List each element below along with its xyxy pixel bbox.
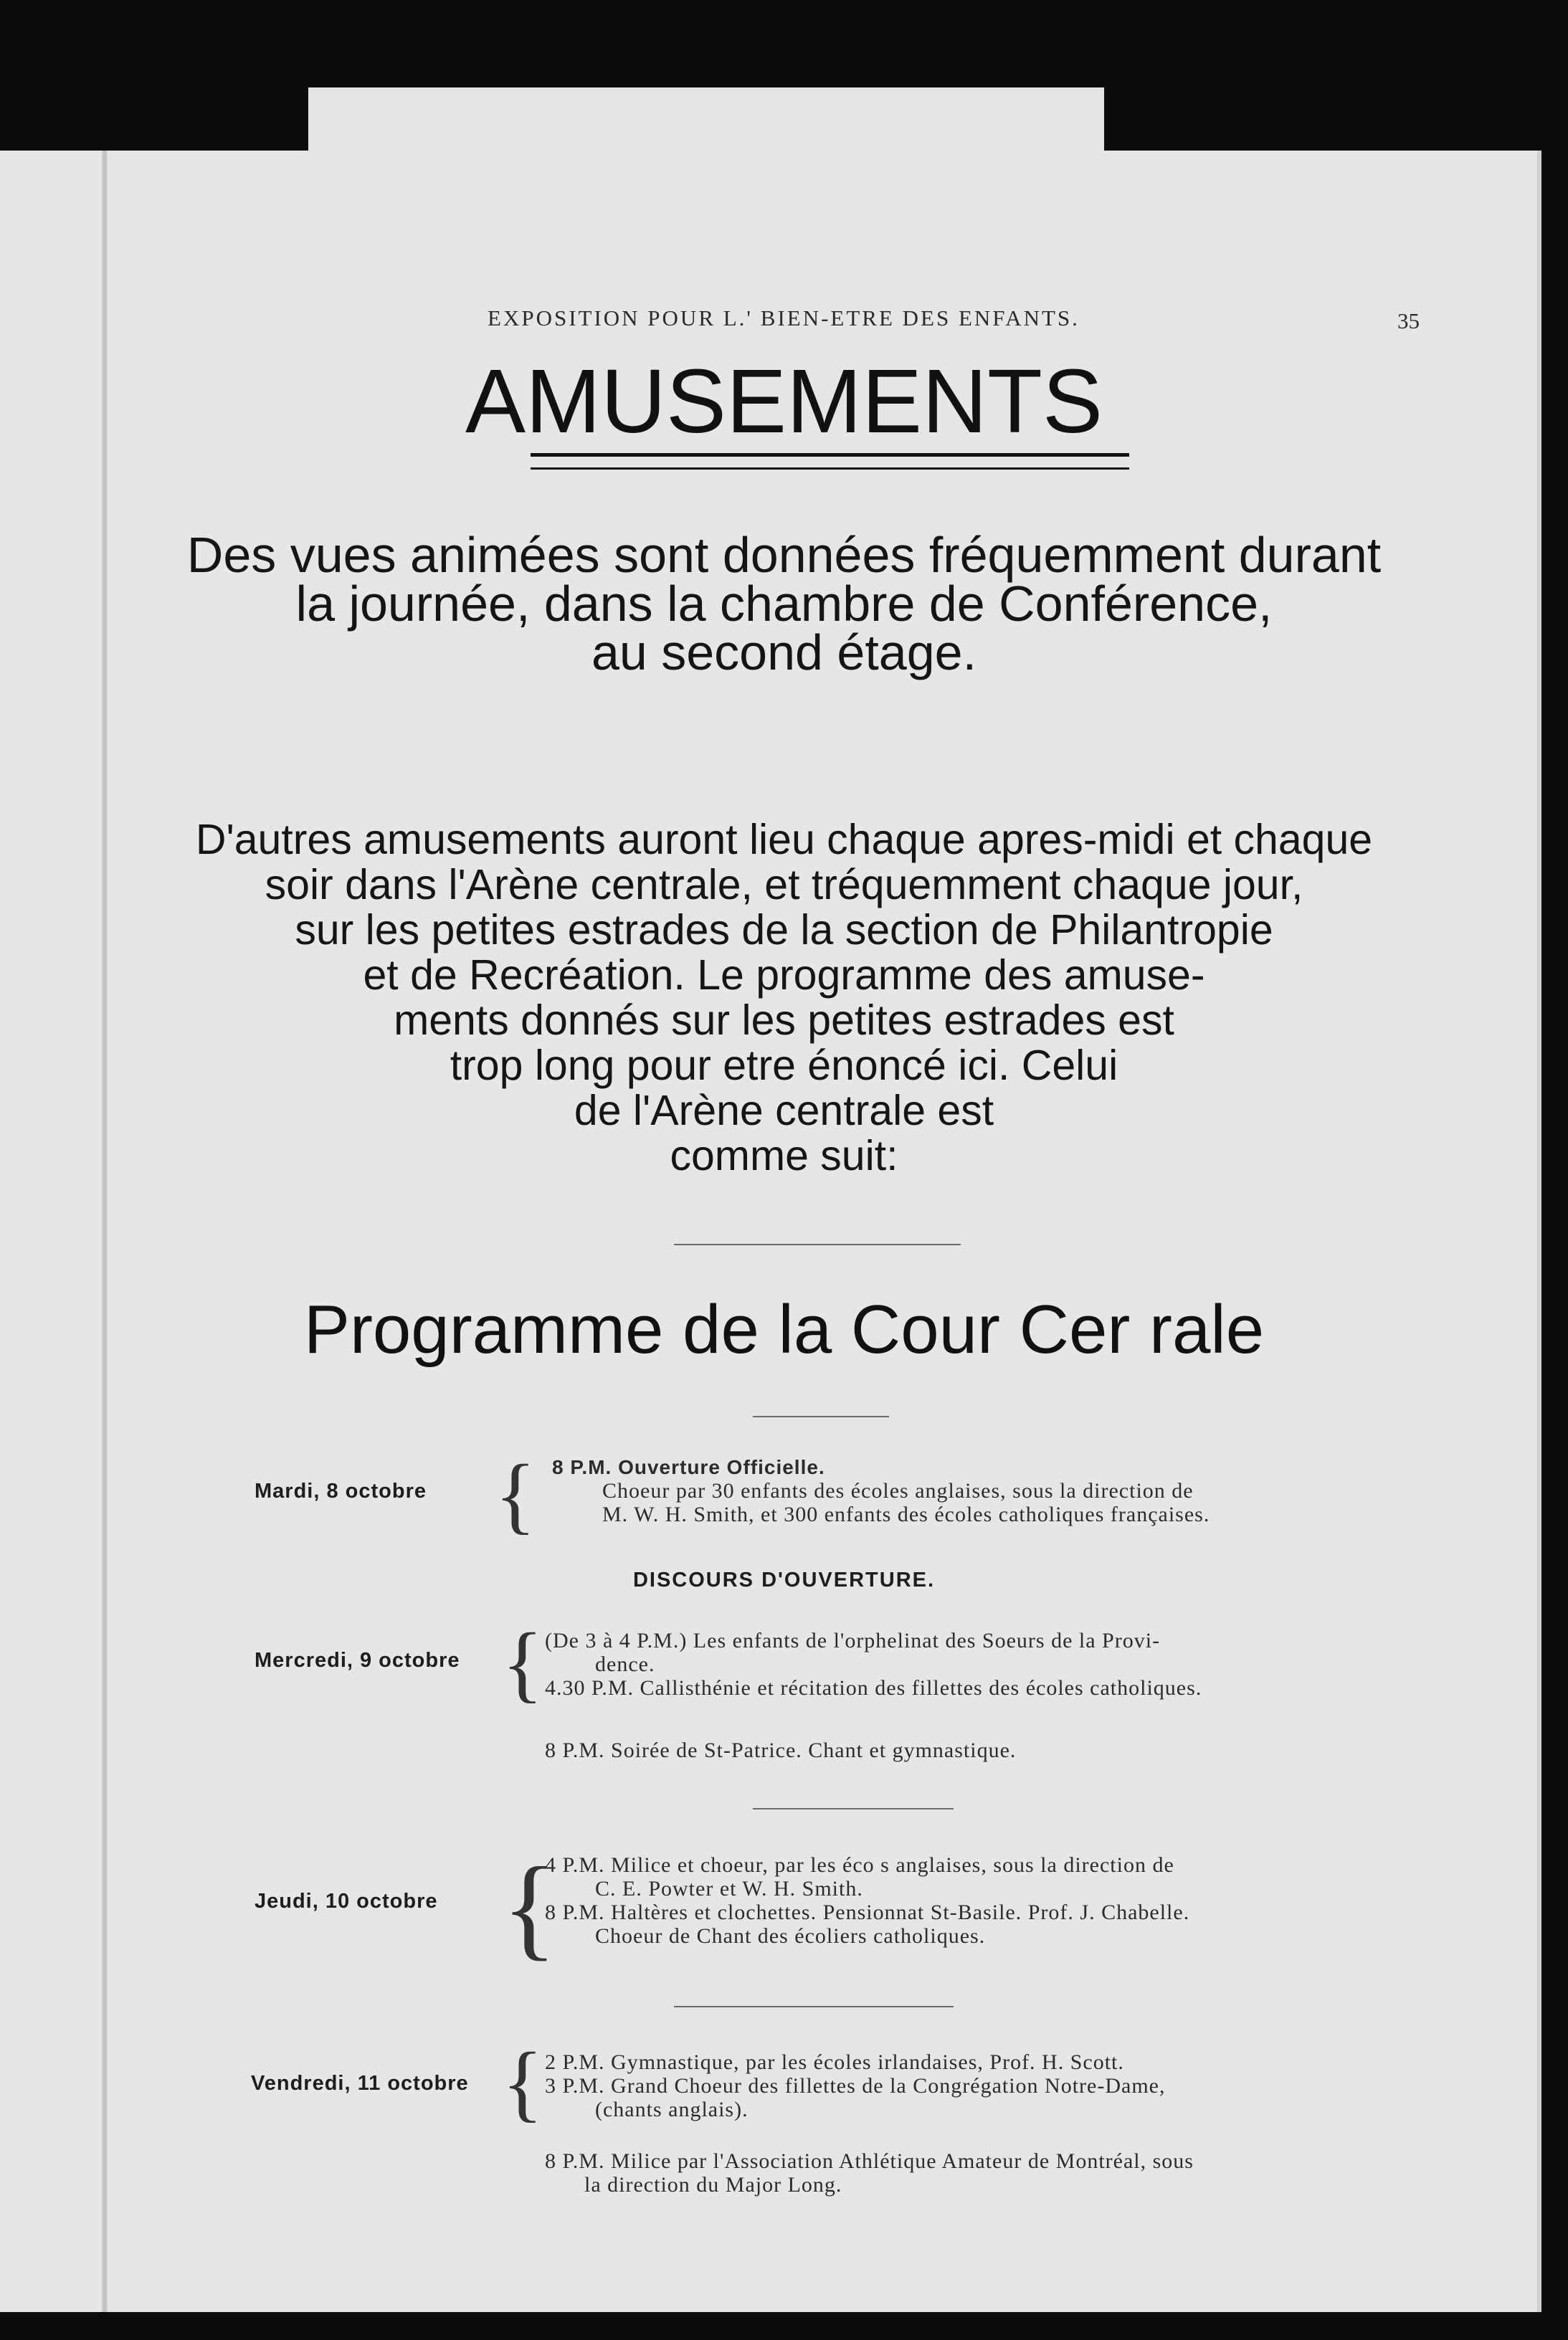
vendredi-details	[545, 2050, 1391, 2121]
vendredi-line: 8 P.M. Milice par l'Association Athlétique Amateur de Montréal, sous	[545, 2149, 1194, 2173]
jeudi-line: C. E. Powter et W. H. Smith.	[595, 1877, 863, 1901]
mercredi-line: 4.30 P.M. Callisthénie et récitation des fillettes des écoles catholiques.	[545, 1676, 1202, 1700]
mercredi-evening: 8 P.M. Soirée de St-Patrice. Chant et gymnastique.	[545, 1739, 1017, 1762]
brace: {	[502, 2035, 543, 2130]
brace: {	[495, 1447, 536, 1542]
day-label-jeudi: Jeudi, 10 octobre	[255, 1890, 438, 1913]
intro-line: la journée, dans la chambre de Conférence,	[295, 576, 1273, 632]
page-title: AMUSEMENTS	[465, 351, 1103, 452]
body-line: sur les petites estrades de la section de Philantropie	[295, 906, 1273, 953]
day-label-mercredi: Mercredi, 9 octobre	[255, 1649, 460, 1672]
intro-paragraph	[0, 527, 1568, 680]
day-label-mardi: Mardi, 8 octobre	[255, 1480, 427, 1503]
brace: {	[502, 1843, 557, 1971]
page-fold	[102, 151, 108, 2312]
body-line: et de Recréation. Le programme des amuse-	[363, 951, 1205, 999]
jeudi-line: 8 P.M. Haltères et clochettes. Pensionnat St-Basile. Prof. J. Chabelle.	[545, 1901, 1190, 1924]
body-line: comme suit:	[670, 1132, 898, 1179]
title-rule-top	[531, 453, 1129, 457]
mardi-line: 8 P.M. Ouverture Officielle.	[552, 1456, 825, 1478]
document-page	[0, 151, 1541, 2312]
day-label-vendredi: Vendredi, 11 octobre	[251, 2072, 469, 2095]
section-divider	[753, 1808, 954, 1809]
body-line: de l'Arène centrale est	[574, 1087, 994, 1134]
vendredi-line: (chants anglais).	[595, 2098, 749, 2121]
body-line: D'autres amusements auront lieu chaque apres-midi et chaque	[195, 816, 1373, 863]
body-line: trop long pour etre énoncé ici. Celui	[450, 1042, 1118, 1089]
discours-heading: DISCOURS D'OUVERTURE.	[632, 1569, 936, 1592]
vendredi-evening	[545, 2149, 1391, 2197]
section-divider	[674, 1244, 961, 1245]
vendredi-line: la direction du Major Long.	[584, 2173, 842, 2197]
page-number: 35	[1397, 308, 1420, 333]
mardi-details	[552, 1455, 1391, 1526]
mercredi-line: dence.	[595, 1652, 655, 1676]
mercredi-line: (De 3 à 4 P.M.) Les enfants de l'orphelinat des Soeurs de la Provi-	[545, 1629, 1161, 1652]
vendredi-line: 3 P.M. Grand Choeur des fillettes de la Congrégation Notre-Dame,	[545, 2074, 1166, 2098]
section-divider	[753, 1416, 889, 1417]
body-line: ments donnés sur les petites estrades est	[394, 997, 1174, 1044]
brace: {	[502, 1615, 543, 1711]
jeudi-line: 4 P.M. Milice et choeur, par les éco s anglaises, sous la direction de	[545, 1853, 1174, 1877]
mardi-line: Choeur par 30 enfants des écoles anglaises, sous la direction de	[602, 1479, 1194, 1503]
mardi-line: M. W. H. Smith, et 300 enfants des écoles catholiques françaises.	[602, 1503, 1210, 1526]
page-header	[430, 305, 1420, 334]
jeudi-details	[545, 1853, 1391, 1948]
section-divider	[674, 2006, 954, 2007]
body-line: soir dans l'Arène centrale, et tréquemment chaque jour,	[265, 861, 1303, 908]
mercredi-details	[545, 1629, 1391, 1700]
body-paragraph	[0, 817, 1568, 1179]
jeudi-line: Choeur de Chant des écoliers catholiques.	[595, 1924, 986, 1948]
intro-line: au second étage.	[591, 624, 977, 680]
programme-title: Programme de la Cour Cer rale	[303, 1291, 1265, 1368]
running-title: EXPOSITION POUR L.' BIEN-ETRE DES ENFANTS.	[488, 305, 1080, 330]
intro-line: Des vues animées sont données fréquemment durant	[186, 527, 1382, 583]
title-rule-bottom	[531, 467, 1129, 470]
vendredi-line: 2 P.M. Gymnastique, par les écoles irlandaises, Prof. H. Scott.	[545, 2050, 1124, 2074]
